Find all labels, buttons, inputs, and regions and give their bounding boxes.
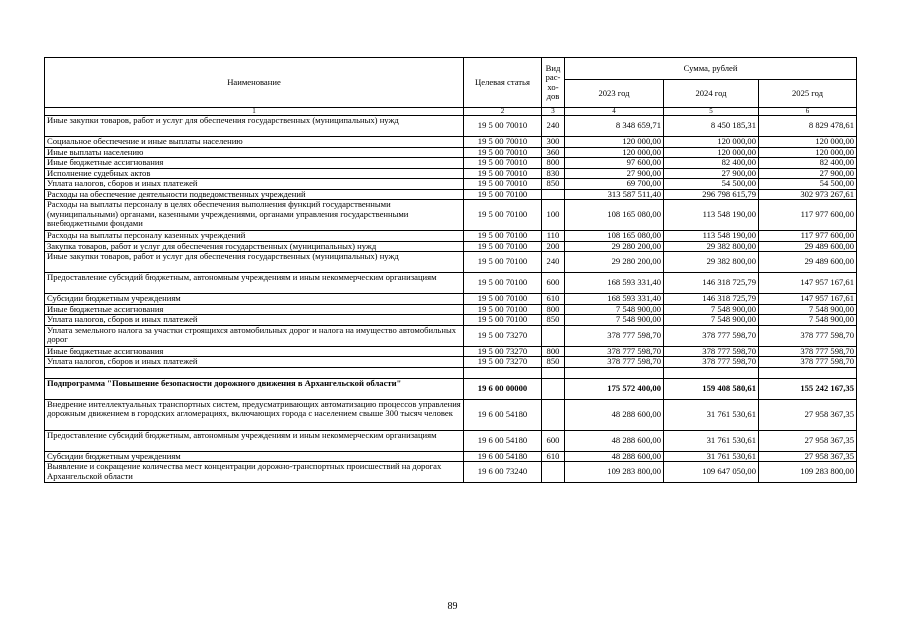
row-name: Иные бюджетные ассигнования bbox=[45, 346, 464, 357]
row-2025: 27 958 367,35 bbox=[759, 451, 857, 462]
row-target: 19 5 00 73270 bbox=[464, 325, 542, 346]
row-target: 19 5 00 70010 bbox=[464, 137, 542, 148]
row-2024: 296 798 615,79 bbox=[664, 189, 759, 200]
row-target: 19 5 00 70100 bbox=[464, 315, 542, 326]
row-2025: 120 000,00 bbox=[759, 147, 857, 158]
row-2024: 146 318 725,79 bbox=[664, 294, 759, 305]
row-target: 19 6 00 00000 bbox=[464, 378, 542, 399]
header-kind: Вид рас-хо-дов bbox=[542, 58, 565, 108]
row-kind bbox=[542, 399, 565, 430]
table-row bbox=[45, 346, 857, 357]
row-name: Иные выплаты населению bbox=[45, 147, 464, 158]
row-target: 19 5 00 70100 bbox=[464, 294, 542, 305]
row-target: 19 5 00 70010 bbox=[464, 179, 542, 190]
row-2025: 7 548 900,00 bbox=[759, 304, 857, 315]
row-kind: 600 bbox=[542, 273, 565, 294]
row-name: Расходы на выплаты персоналу казенных учреждений bbox=[45, 231, 464, 242]
row-2025: 120 000,00 bbox=[759, 137, 857, 148]
table-row bbox=[45, 179, 857, 190]
row-name: Иные закупки товаров, работ и услуг для обеспечения государственных (муниципальных) нужд bbox=[45, 116, 464, 137]
column-number: 3 bbox=[542, 108, 565, 116]
row-2024: 29 382 800,00 bbox=[664, 241, 759, 252]
table-row bbox=[45, 200, 857, 231]
row-2024: 7 548 900,00 bbox=[664, 304, 759, 315]
row-target: 19 6 00 54180 bbox=[464, 451, 542, 462]
row-2023: 378 777 598,70 bbox=[565, 346, 664, 357]
table-row bbox=[45, 357, 857, 368]
row-kind: 110 bbox=[542, 231, 565, 242]
table-row bbox=[45, 304, 857, 315]
row-2025: 109 283 800,00 bbox=[759, 462, 857, 483]
row-name: Предоставление субсидий бюджетным, автономным учреждениям и иным некоммерческим организациям bbox=[45, 273, 464, 294]
row-2025: 378 777 598,70 bbox=[759, 357, 857, 368]
row-target: 19 5 00 70100 bbox=[464, 189, 542, 200]
row-target: 19 5 00 70100 bbox=[464, 304, 542, 315]
row-name: Иные бюджетные ассигнования bbox=[45, 304, 464, 315]
row-target: 19 6 00 54180 bbox=[464, 430, 542, 451]
table-row bbox=[45, 168, 857, 179]
row-kind: 240 bbox=[542, 252, 565, 273]
row-2023: 168 593 331,40 bbox=[565, 294, 664, 305]
row-2024: 31 761 530,61 bbox=[664, 451, 759, 462]
row-name: Расходы на обеспечение деятельности подведомственных учреждений bbox=[45, 189, 464, 200]
row-2023: 109 283 800,00 bbox=[565, 462, 664, 483]
row-kind bbox=[542, 325, 565, 346]
row-2023: 8 348 659,71 bbox=[565, 116, 664, 137]
row-2023: 108 165 080,00 bbox=[565, 231, 664, 242]
row-2023: 7 548 900,00 bbox=[565, 315, 664, 326]
row-kind: 610 bbox=[542, 451, 565, 462]
table-row bbox=[45, 294, 857, 305]
table-row bbox=[45, 315, 857, 326]
row-name: Уплата земельного налога за участки строящихся автомобильных дорог и налога на имущество автомобильных дорог bbox=[45, 325, 464, 346]
column-number: 1 bbox=[45, 108, 464, 116]
row-2023: 7 548 900,00 bbox=[565, 304, 664, 315]
column-number: 2 bbox=[464, 108, 542, 116]
table-row bbox=[45, 158, 857, 169]
row-2025: 7 548 900,00 bbox=[759, 315, 857, 326]
row-target: 19 5 00 70010 bbox=[464, 147, 542, 158]
row-2025: 147 957 167,61 bbox=[759, 294, 857, 305]
row-kind: 800 bbox=[542, 158, 565, 169]
row-target: 19 6 00 73240 bbox=[464, 462, 542, 483]
row-2023: 97 600,00 bbox=[565, 158, 664, 169]
row-name: Исполнение судебных актов bbox=[45, 168, 464, 179]
row-name: Расходы на выплаты персоналу в целях обеспечения выполнения функций государственными (муниципальными) органами, казенными учреждениями, органами управления государственными внебюджетными фондами bbox=[45, 200, 464, 231]
row-kind: 610 bbox=[542, 294, 565, 305]
row-2024: 378 777 598,70 bbox=[664, 325, 759, 346]
table-row bbox=[45, 231, 857, 242]
table-row-subprogram bbox=[45, 378, 857, 399]
row-2024: 7 548 900,00 bbox=[664, 315, 759, 326]
row-2023: 378 777 598,70 bbox=[565, 325, 664, 346]
row-kind: 800 bbox=[542, 346, 565, 357]
row-2024: 378 777 598,70 bbox=[664, 357, 759, 368]
row-target: 19 5 00 70010 bbox=[464, 158, 542, 169]
row-2024: 113 548 190,00 bbox=[664, 231, 759, 242]
row-target: 19 6 00 54180 bbox=[464, 399, 542, 430]
header-year-2025: 2025 год bbox=[759, 80, 857, 108]
row-target: 19 5 00 73270 bbox=[464, 357, 542, 368]
row-2024: 109 647 050,00 bbox=[664, 462, 759, 483]
row-2023: 27 900,00 bbox=[565, 168, 664, 179]
row-kind: 240 bbox=[542, 116, 565, 137]
row-kind: 850 bbox=[542, 315, 565, 326]
row-2023: 48 288 600,00 bbox=[565, 430, 664, 451]
row-kind: 600 bbox=[542, 430, 565, 451]
row-kind bbox=[542, 378, 565, 399]
row-2025: 54 500,00 bbox=[759, 179, 857, 190]
row-name: Субсидии бюджетным учреждениям bbox=[45, 294, 464, 305]
table-header bbox=[45, 58, 857, 116]
table-row bbox=[45, 430, 857, 451]
row-name: Уплата налогов, сборов и иных платежей bbox=[45, 357, 464, 368]
row-2025: 29 489 600,00 bbox=[759, 241, 857, 252]
row-2024: 159 408 580,61 bbox=[664, 378, 759, 399]
row-kind: 200 bbox=[542, 241, 565, 252]
row-2025: 27 958 367,35 bbox=[759, 399, 857, 430]
row-2024: 27 900,00 bbox=[664, 168, 759, 179]
table-row bbox=[45, 241, 857, 252]
row-kind: 830 bbox=[542, 168, 565, 179]
row-2023: 48 288 600,00 bbox=[565, 451, 664, 462]
table-row bbox=[45, 252, 857, 273]
row-target: 19 5 00 70100 bbox=[464, 200, 542, 231]
row-2023: 313 587 511,40 bbox=[565, 189, 664, 200]
table-row bbox=[45, 451, 857, 462]
row-kind: 850 bbox=[542, 179, 565, 190]
row-2023: 69 700,00 bbox=[565, 179, 664, 190]
row-name: Иные бюджетные ассигнования bbox=[45, 158, 464, 169]
row-2025: 155 242 167,35 bbox=[759, 378, 857, 399]
row-name: Субсидии бюджетным учреждениям bbox=[45, 451, 464, 462]
table-row bbox=[45, 273, 857, 294]
header-target: Целевая статья bbox=[464, 58, 542, 108]
row-2025: 117 977 600,00 bbox=[759, 231, 857, 242]
row-kind bbox=[542, 189, 565, 200]
row-name: Уплата налогов, сборов и иных платежей bbox=[45, 315, 464, 326]
table-row bbox=[45, 116, 857, 137]
row-name: Закупка товаров, работ и услуг для обеспечения государственных (муниципальных) нужд bbox=[45, 241, 464, 252]
header-sum: Сумма, рублей bbox=[565, 58, 857, 80]
row-2025: 27 958 367,35 bbox=[759, 430, 857, 451]
row-2025: 147 957 167,61 bbox=[759, 273, 857, 294]
row-2024: 378 777 598,70 bbox=[664, 346, 759, 357]
table-row bbox=[45, 325, 857, 346]
row-kind: 100 bbox=[542, 200, 565, 231]
row-2024: 120 000,00 bbox=[664, 147, 759, 158]
row-2024: 8 450 185,31 bbox=[664, 116, 759, 137]
row-target: 19 5 00 70100 bbox=[464, 241, 542, 252]
header-year-2024: 2024 год bbox=[664, 80, 759, 108]
table-row bbox=[45, 399, 857, 430]
row-kind bbox=[542, 462, 565, 483]
row-2023: 48 288 600,00 bbox=[565, 399, 664, 430]
table-row bbox=[45, 462, 857, 483]
column-number: 6 bbox=[759, 108, 857, 116]
table-row bbox=[45, 137, 857, 148]
row-2023: 29 280 200,00 bbox=[565, 252, 664, 273]
row-name: Иные закупки товаров, работ и услуг для обеспечения государственных (муниципальных) нужд bbox=[45, 252, 464, 273]
table-row bbox=[45, 147, 857, 158]
budget-table bbox=[44, 57, 857, 483]
page-number: 89 bbox=[447, 601, 458, 612]
row-target: 19 5 00 73270 bbox=[464, 346, 542, 357]
row-2024: 31 761 530,61 bbox=[664, 430, 759, 451]
header-year-2023: 2023 год bbox=[565, 80, 664, 108]
table-body bbox=[45, 116, 857, 483]
column-number: 4 bbox=[565, 108, 664, 116]
row-2023: 175 572 400,00 bbox=[565, 378, 664, 399]
row-2025: 378 777 598,70 bbox=[759, 346, 857, 357]
row-2024: 29 382 800,00 bbox=[664, 252, 759, 273]
row-2024: 82 400,00 bbox=[664, 158, 759, 169]
row-2023: 378 777 598,70 bbox=[565, 357, 664, 368]
row-2024: 113 548 190,00 bbox=[664, 200, 759, 231]
row-2024: 120 000,00 bbox=[664, 137, 759, 148]
row-kind: 850 bbox=[542, 357, 565, 368]
column-number: 5 bbox=[664, 108, 759, 116]
row-2025: 82 400,00 bbox=[759, 158, 857, 169]
row-2025: 8 829 478,61 bbox=[759, 116, 857, 137]
row-kind: 800 bbox=[542, 304, 565, 315]
row-2023: 29 280 200,00 bbox=[565, 241, 664, 252]
row-2023: 120 000,00 bbox=[565, 147, 664, 158]
row-2024: 31 761 530,61 bbox=[664, 399, 759, 430]
header-name: Наименование bbox=[45, 58, 464, 108]
row-target: 19 5 00 70100 bbox=[464, 252, 542, 273]
row-2025: 302 973 267,61 bbox=[759, 189, 857, 200]
row-kind: 300 bbox=[542, 137, 565, 148]
column-number-row bbox=[45, 108, 857, 116]
row-2023: 108 165 080,00 bbox=[565, 200, 664, 231]
row-name: Подпрограмма "Повышение безопасности дорожного движения в Архангельской области" bbox=[45, 378, 464, 399]
row-target: 19 5 00 70100 bbox=[464, 273, 542, 294]
row-target: 19 5 00 70100 bbox=[464, 231, 542, 242]
row-name: Уплата налогов, сборов и иных платежей bbox=[45, 179, 464, 190]
row-name: Внедрение интеллектуальных транспортных систем, предусматривающих автоматизацию процессов управления дорожным движением в городских агломерациях, включающих города с населением свыше 300 тысяч человек bbox=[45, 399, 464, 430]
row-target: 19 5 00 70010 bbox=[464, 168, 542, 179]
empty-row bbox=[45, 367, 857, 378]
row-target: 19 5 00 70010 bbox=[464, 116, 542, 137]
row-name: Выявление и сокращение количества мест концентрации дорожно-транспортных происшествий на дорогах Архангельской области bbox=[45, 462, 464, 483]
row-name: Предоставление субсидий бюджетным, автономным учреждениям и иным некоммерческим организациям bbox=[45, 430, 464, 451]
row-2024: 146 318 725,79 bbox=[664, 273, 759, 294]
row-name: Социальное обеспечение и иные выплаты населению bbox=[45, 137, 464, 148]
row-kind: 360 bbox=[542, 147, 565, 158]
row-2023: 120 000,00 bbox=[565, 137, 664, 148]
row-2025: 117 977 600,00 bbox=[759, 200, 857, 231]
row-2025: 27 900,00 bbox=[759, 168, 857, 179]
table-row bbox=[45, 189, 857, 200]
row-2023: 168 593 331,40 bbox=[565, 273, 664, 294]
row-2025: 29 489 600,00 bbox=[759, 252, 857, 273]
row-2025: 378 777 598,70 bbox=[759, 325, 857, 346]
row-2024: 54 500,00 bbox=[664, 179, 759, 190]
